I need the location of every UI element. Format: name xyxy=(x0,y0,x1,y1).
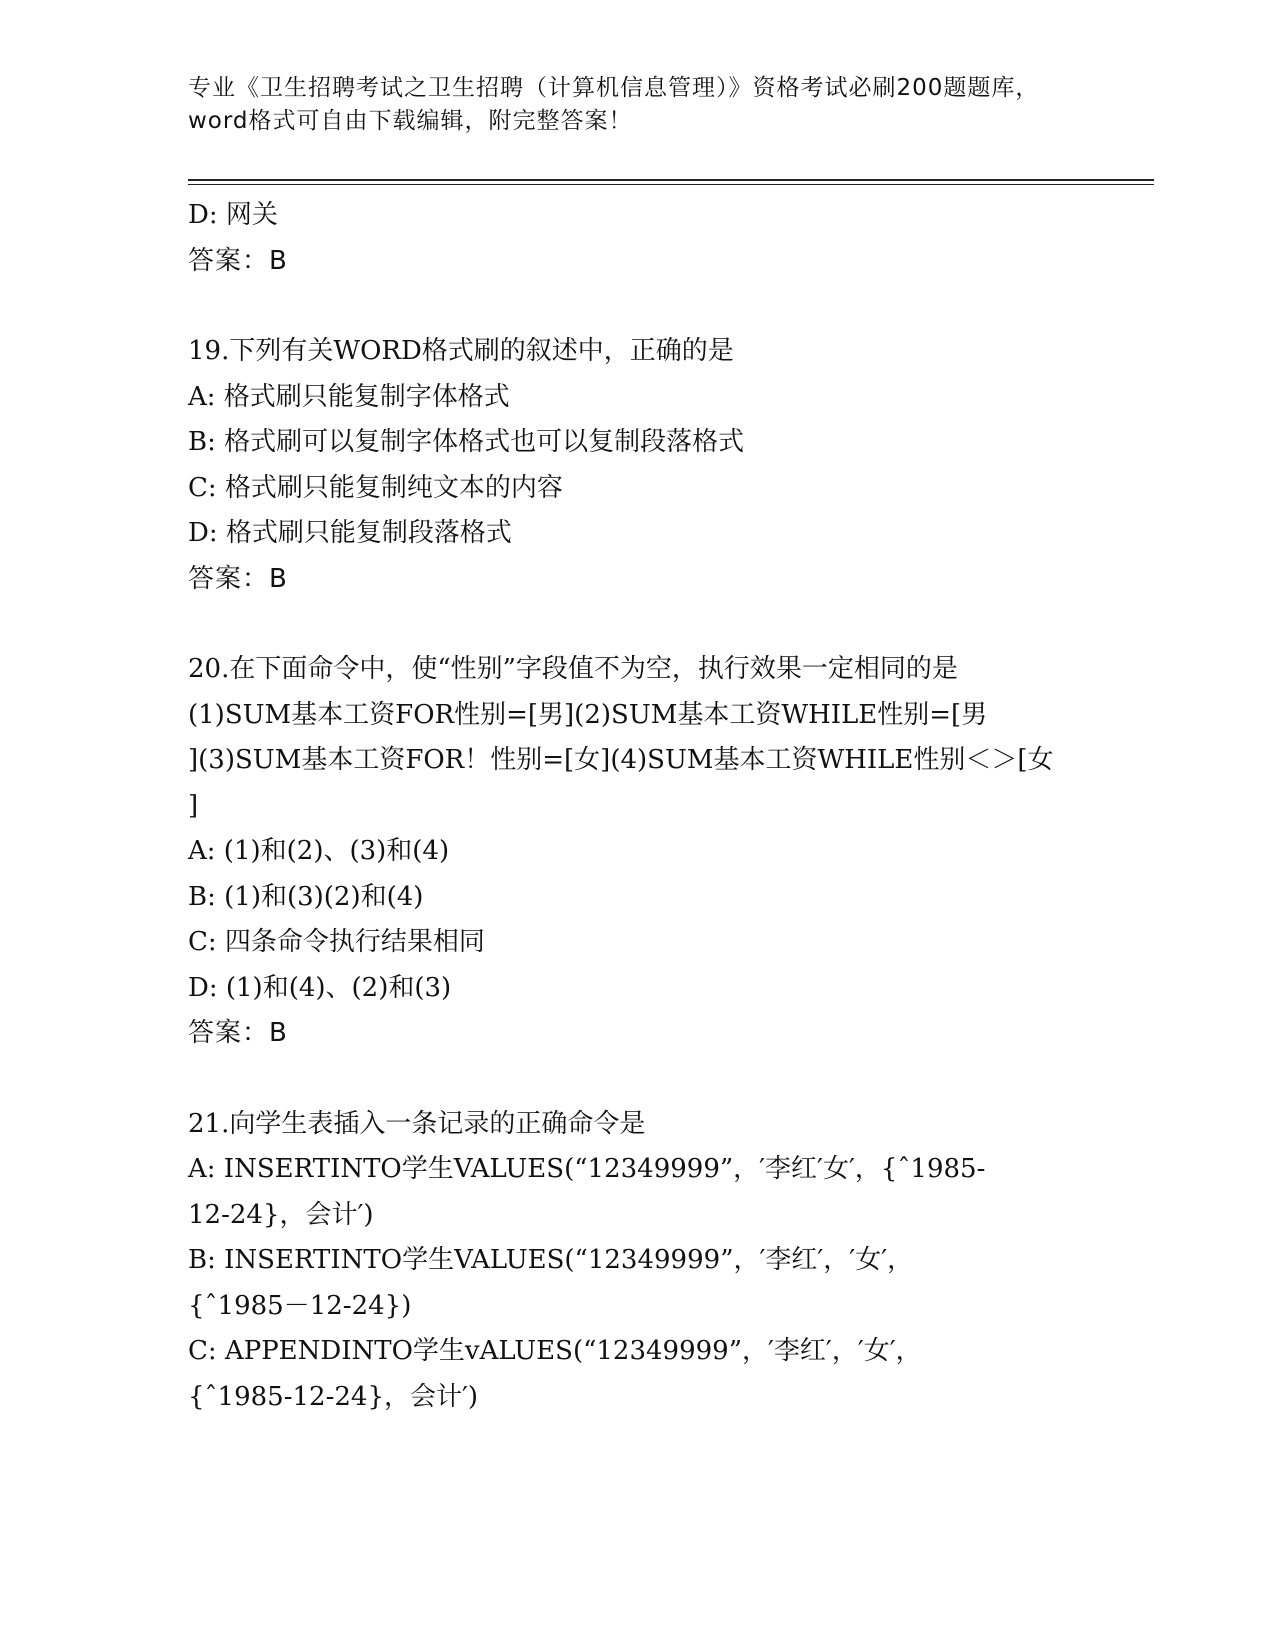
option-c: C: 格式刷只能复制纯文本的内容 xyxy=(188,472,563,503)
option-b-line: {ˆ1985－12-24}) xyxy=(188,1290,412,1321)
option-a: A: (1)和(2)、(3)和(4) xyxy=(188,836,450,866)
q18-option-d: D: 网关 xyxy=(188,200,278,230)
question-21 xyxy=(188,1102,1088,1421)
question-content xyxy=(188,193,1088,1420)
option-a-line: A: INSERTINTO学生VALUES(“12349999”，′李红′女′，{ˆ1985- xyxy=(188,1154,986,1184)
question-stem: 21.向学生表插入一条记录的正确命令是 xyxy=(188,1108,646,1139)
option-b: B: (1)和(3)(2)和(4) xyxy=(188,881,424,912)
option-d: D: (1)和(4)、(2)和(3) xyxy=(188,972,452,1003)
q18-answer: 答案：B xyxy=(188,245,288,276)
option-c: C: 四条命令执行结果相同 xyxy=(188,927,485,957)
option-c-line: {ˆ1985-12-24}，会计′) xyxy=(188,1381,479,1412)
question-stem-line: 20.在下面命令中，使“性别”字段值不为空，执行效果一定相同的是 xyxy=(188,654,958,684)
header-line-1: 专业《卫生招聘考试之卫生招聘（计算机信息管理）》资格考试必刷200题题库， xyxy=(188,75,1040,101)
question-stem-line: ](3)SUM基本工资FOR！性别=[女](4)SUM基本工资WHILE性别＜＞[女 xyxy=(188,745,1054,775)
question-stem-line: (1)SUM基本工资FOR性别=[男](2)SUM基本工资WHILE性别=[男 xyxy=(188,699,988,730)
spacer xyxy=(188,1057,1088,1102)
question-19 xyxy=(188,329,1088,602)
question-20 xyxy=(188,647,1088,1057)
option-a-line: 12-24}，会计′) xyxy=(188,1199,374,1230)
question-stem: 19.下列有关WORD格式刷的叙述中，正确的是 xyxy=(188,336,734,366)
answer: 答案：B xyxy=(188,1018,288,1048)
header-divider-thick xyxy=(188,179,1154,181)
option-d: D: 格式刷只能复制段落格式 xyxy=(188,518,512,548)
option-c-line: C: APPENDINTO学生vALUES(“12349999”，′李红′，′女′， xyxy=(188,1336,922,1366)
option-b: B: 格式刷可以复制字体格式也可以复制段落格式 xyxy=(188,427,745,457)
header-line-2: word格式可自由下载编辑，附完整答案！ xyxy=(188,108,633,134)
spacer xyxy=(188,284,1088,329)
spacer xyxy=(188,602,1088,647)
header-divider-thin xyxy=(188,184,1154,185)
option-b-line: B: INSERTINTO学生VALUES(“12349999”，′李红′，′女′， xyxy=(188,1245,914,1275)
answer: 答案：B xyxy=(188,563,288,594)
option-a: A: 格式刷只能复制字体格式 xyxy=(188,381,510,412)
document-header xyxy=(188,72,1088,138)
question-stem-line: ] xyxy=(188,790,199,821)
